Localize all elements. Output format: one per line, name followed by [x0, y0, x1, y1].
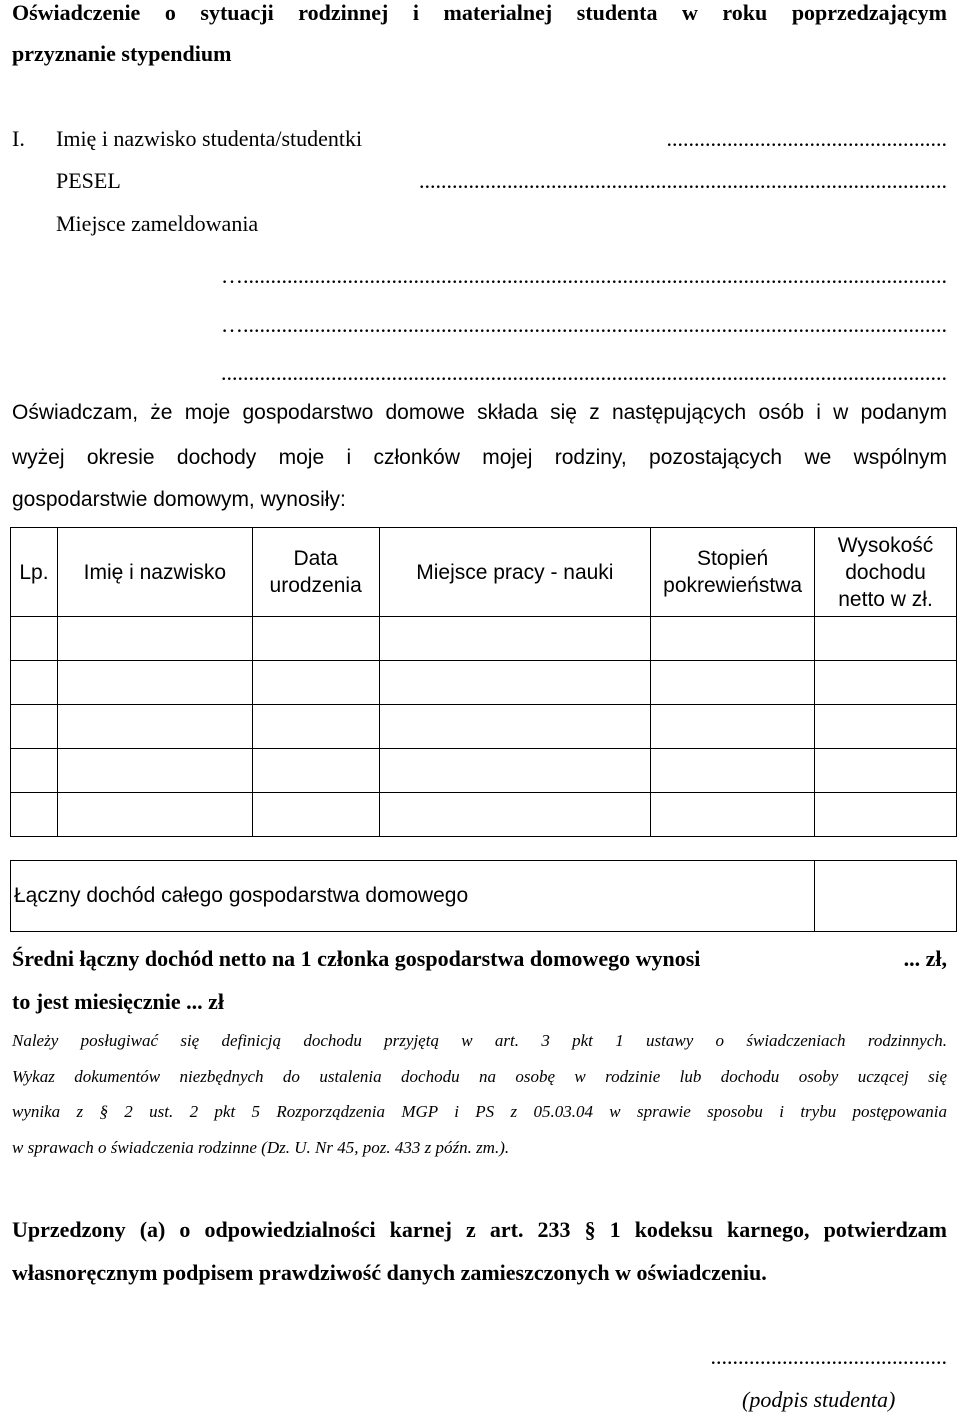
- col-header-lp: Lp.: [11, 528, 58, 617]
- table-row: [11, 617, 957, 661]
- pesel-field[interactable]: ................................................................................................: [419, 168, 947, 193]
- cell-lp[interactable]: [11, 705, 58, 749]
- cell-lp[interactable]: [11, 749, 58, 793]
- signature-label: (podpis studenta): [742, 1387, 896, 1412]
- total-income-label: Łączny dochód całego gospodarstwa domowego: [11, 861, 815, 932]
- table-row: [11, 749, 957, 793]
- cell-name[interactable]: [57, 705, 252, 749]
- declaration-line2: własnoręcznym podpisem prawdziwość danych zamieszczonych w oświadczeniu.: [12, 1260, 767, 1285]
- cell-lp[interactable]: [11, 617, 58, 661]
- note-line3: wynika z § 2 ust. 2 pkt 5 Rozporządzenia MGP i PS z 05.03.04 w sprawie sposobu i trybu postępowania: [12, 1102, 947, 1121]
- address-label: Miejsce zameldowania: [56, 211, 259, 236]
- cell-relationship[interactable]: [651, 661, 815, 705]
- document-title-line1: Oświadczenie o sytuacji rodzinnej i materialnej studenta w roku poprzedzającym: [12, 0, 947, 25]
- cell-workplace[interactable]: [379, 793, 651, 837]
- total-income-row: [11, 861, 957, 932]
- cell-lp[interactable]: [11, 661, 58, 705]
- cell-income[interactable]: [815, 617, 957, 661]
- average-income-text: Średni łączny dochód netto na 1 członka gospodarstwa domowego wynosi: [12, 946, 701, 971]
- col-header-name: Imię i nazwisko: [57, 528, 252, 617]
- cell-workplace[interactable]: [379, 661, 651, 705]
- cell-income[interactable]: [815, 661, 957, 705]
- cell-relationship[interactable]: [651, 617, 815, 661]
- cell-workplace[interactable]: [379, 705, 651, 749]
- address-field-line3[interactable]: ....................................................................................................................................: [221, 360, 947, 385]
- cell-birthdate[interactable]: [252, 793, 379, 837]
- statement-line1: Oświadczam, że moje gospodarstwo domowe składa się z następujących osób i w podanym: [12, 401, 947, 424]
- statement-line2: wyżej okresie dochody moje i członków mojej rodziny, pozostających we wspólnym: [12, 446, 947, 469]
- cell-workplace[interactable]: [379, 617, 651, 661]
- cell-birthdate[interactable]: [252, 749, 379, 793]
- total-income-table: [10, 860, 957, 932]
- monthly-income-text: to jest miesięcznie ... zł: [12, 989, 224, 1014]
- cell-birthdate[interactable]: [252, 705, 379, 749]
- cell-workplace[interactable]: [379, 749, 651, 793]
- cell-income[interactable]: [815, 749, 957, 793]
- cell-birthdate[interactable]: [252, 661, 379, 705]
- table-row: [11, 661, 957, 705]
- table-row: [11, 705, 957, 749]
- note-line1: Należy posługiwać się definicją dochodu przyjętą w art. 3 pkt 1 ustawy o świadczeniach rodzinnych.: [12, 1031, 947, 1050]
- cell-name[interactable]: [57, 793, 252, 837]
- statement-line3: gospodarstwie domowym, wynosiły:: [12, 488, 346, 511]
- cell-relationship[interactable]: [651, 705, 815, 749]
- cell-relationship[interactable]: [651, 749, 815, 793]
- pesel-label: PESEL: [56, 168, 121, 193]
- address-field-line1[interactable]: …................................................................................................................................: [221, 263, 947, 288]
- section-numeral: I.: [12, 126, 25, 151]
- cell-name[interactable]: [57, 661, 252, 705]
- col-header-income: Wysokość dochodu netto w zł.: [815, 528, 957, 617]
- declaration-line1: Uprzedzony (a) o odpowiedzialności karnej z art. 233 § 1 kodeksu karnego, potwierdzam: [12, 1217, 947, 1242]
- table-header-row: [11, 528, 957, 617]
- student-name-field[interactable]: ...................................................: [666, 126, 947, 151]
- col-header-birthdate: Data urodzenia: [252, 528, 379, 617]
- cell-name[interactable]: [57, 749, 252, 793]
- cell-lp[interactable]: [11, 793, 58, 837]
- note-line2: Wykaz dokumentów niezbędnych do ustalenia dochodu na osobę w rodzinie lub dochodu osoby uczącej się: [12, 1067, 947, 1086]
- average-income-field[interactable]: ... zł,: [903, 946, 947, 971]
- cell-income[interactable]: [815, 705, 957, 749]
- cell-relationship[interactable]: [651, 793, 815, 837]
- student-name-label: Imię i nazwisko studenta/studentki: [56, 126, 363, 151]
- address-field-line2[interactable]: …................................................................................................................................: [221, 312, 947, 337]
- signature-field[interactable]: ...........................................: [710, 1344, 947, 1369]
- cell-name[interactable]: [57, 617, 252, 661]
- total-income-field[interactable]: [815, 861, 957, 932]
- household-table: [10, 527, 957, 837]
- col-header-workplace: Miejsce pracy - nauki: [379, 528, 651, 617]
- table-row: [11, 793, 957, 837]
- cell-income[interactable]: [815, 793, 957, 837]
- col-header-relationship: Stopień pokrewieństwa: [651, 528, 815, 617]
- cell-birthdate[interactable]: [252, 617, 379, 661]
- document-title-line2: przyznanie stypendium: [12, 41, 232, 66]
- note-line4: w sprawach o świadczenia rodzinne (Dz. U. Nr 45, poz. 433 z późn. zm.).: [12, 1138, 510, 1157]
